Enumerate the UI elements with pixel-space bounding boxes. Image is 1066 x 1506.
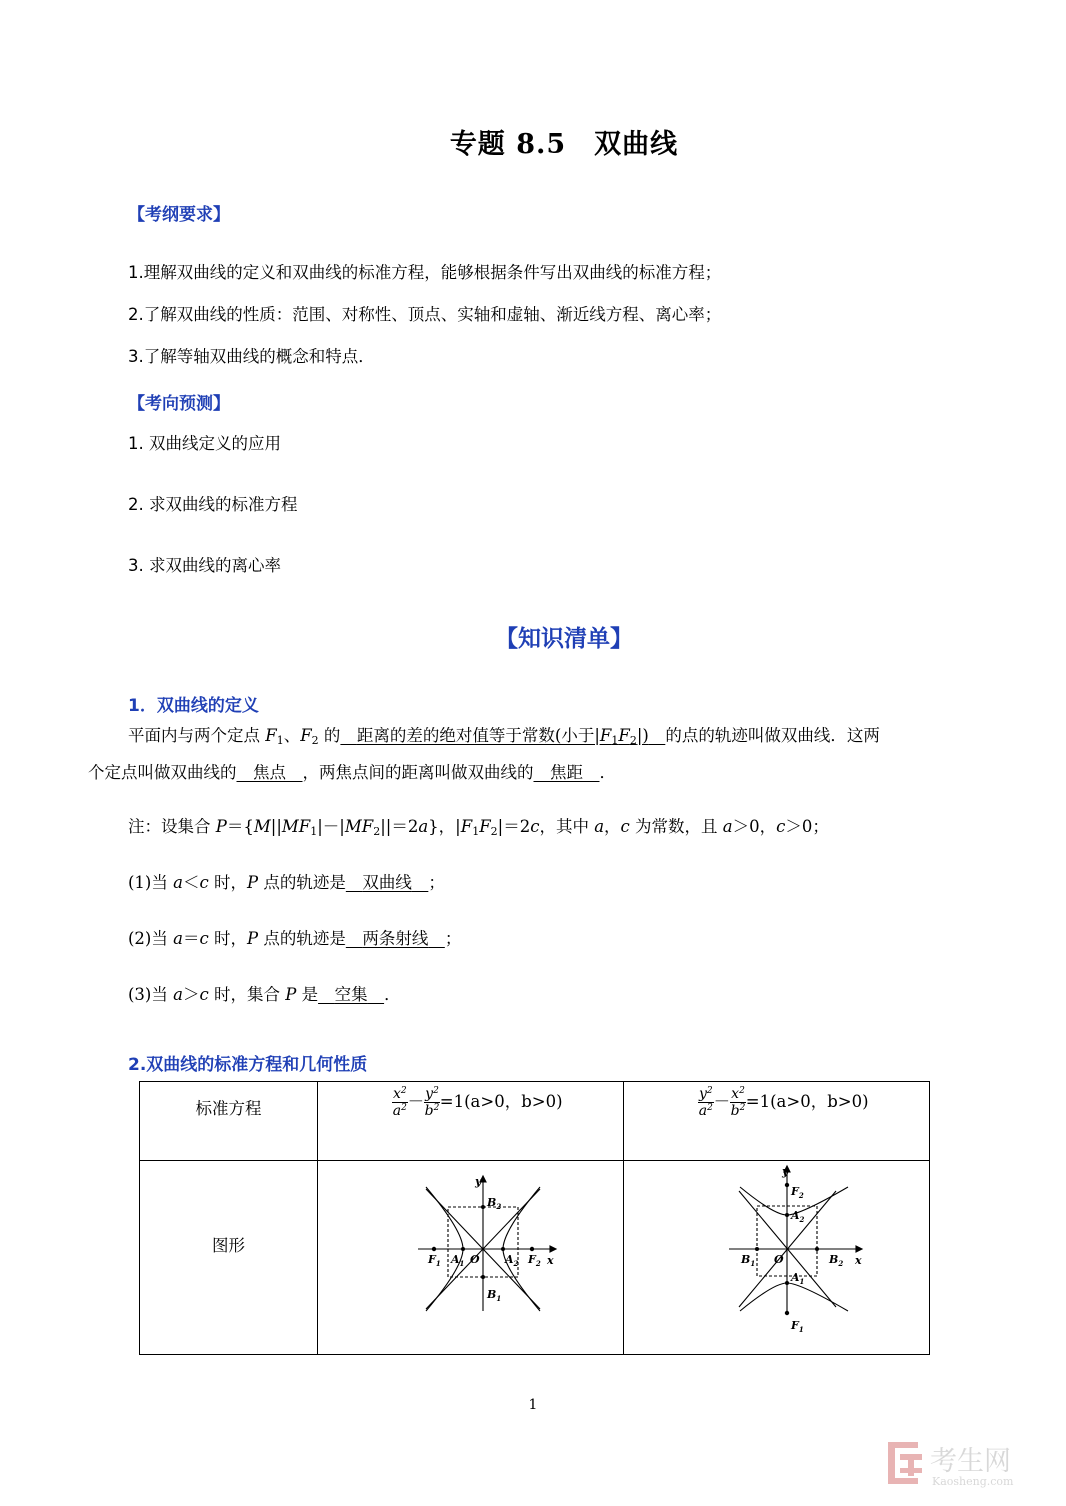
definition-line-1: 平面内与两个定点 $F_1$、$F_2$ 的 距离的差的绝对值等于常数(小于$|F_1F_2|$) 的点的轨迹叫做双曲线．这两	[128, 726, 880, 747]
forecast-item-2: 2. 求双曲线的标准方程	[128, 495, 298, 514]
section-knowledge: 【知识清单】	[495, 626, 633, 652]
svg-text:B1: $B_1$	[487, 1288, 502, 1303]
def-line1-post: 的点的轨迹叫做双曲线．这两	[665, 726, 880, 745]
svg-text:考生网: 考生网	[930, 1446, 1011, 1477]
svg-text:Kaosheng.com: Kaosheng.com	[932, 1475, 1014, 1488]
row-label-graph: 图形	[140, 1161, 318, 1355]
graph-horizontal-cell	[318, 1161, 624, 1355]
svg-text:B2: $B_2$	[487, 1196, 502, 1211]
svg-text:F1: $F_1$	[791, 1319, 804, 1334]
horizontal-hyperbola-figure	[318, 1161, 623, 1350]
case-3: (3)当 a＞c 时，集合 P 是 空集 ．	[128, 985, 401, 1004]
page-title: 专题 8.5 双曲线	[449, 129, 679, 160]
def-blank-1: 距离的差的绝对值等于常数(小于$|F_1F_2|$)	[356, 726, 649, 747]
note-line: 注：设集合 $P=\{M||MF_1|-|MF_2||=2a\}$，$|F_1F_2|=2c$，其中 a，c 为常数，且 a＞0，c＞0；	[128, 817, 829, 838]
section-forecast: 【考向预测】	[128, 394, 230, 414]
graph-vertical-cell	[624, 1161, 930, 1355]
svg-text:A2: $A_2$	[505, 1253, 519, 1268]
svg-text:y: y	[475, 1175, 482, 1188]
exam-item-1: 1.理解双曲线的定义和双曲线的标准方程，能够根据条件写出双曲线的标准方程；	[128, 263, 722, 282]
def-line1-mid: 的	[318, 726, 341, 745]
svg-text:F2: $F_2$	[528, 1253, 541, 1268]
row-label-equation: 标准方程	[140, 1082, 318, 1161]
svg-text:O: O	[470, 1253, 480, 1266]
blank-focal-distance: 焦距	[550, 763, 583, 782]
def-line1-pre: 平面内与两个定点	[128, 726, 266, 745]
svg-text:x: x	[547, 1254, 554, 1267]
forecast-item-3: 3. 求双曲线的离心率	[128, 556, 281, 575]
svg-text:A2: $A_2$	[791, 1209, 805, 1224]
case-1: (1)当 a＜c 时，P 点的轨迹是 双曲线 ；	[128, 873, 445, 892]
svg-text:B1: $B_1$	[741, 1253, 756, 1268]
forecast-item-1: 1. 双曲线定义的应用	[128, 434, 281, 453]
svg-text:y: y	[782, 1165, 789, 1178]
svg-text:O: O	[774, 1253, 784, 1266]
equation-vertical: $\frac{y^2}{a^2}$ － $\frac{x^2}{b^2}$ =1(a>0，b>0)	[624, 1082, 930, 1161]
exam-item-3: 3.了解等轴双曲线的概念和特点．	[128, 347, 375, 366]
definition-line-2: 个定点叫做双曲线的 焦点 ，两焦点间的距离叫做双曲线的 焦距 ．	[88, 763, 616, 782]
equation-horizontal: $\frac{x^2}{a^2}$ － $\frac{y^2}{b^2}$ =1(a>0，b>0)	[318, 1082, 624, 1161]
definition-heading: 1．双曲线的定义	[128, 696, 259, 716]
kaosheng-logo-icon	[888, 1438, 1048, 1490]
watermark-logo	[888, 1438, 1048, 1494]
svg-text:F1: $F_1$	[428, 1253, 441, 1268]
svg-text:x: x	[855, 1254, 862, 1267]
svg-text:F2: $F_2$	[791, 1185, 804, 1200]
table-heading: 2.双曲线的标准方程和几何性质	[128, 1055, 368, 1075]
page-number: 1	[528, 1397, 538, 1413]
hyperbola-table	[139, 1081, 930, 1355]
section-exam-requirements: 【考纲要求】	[128, 205, 230, 225]
svg-text:B2: $B_2$	[829, 1253, 844, 1268]
svg-text:A1: $A_1$	[791, 1271, 805, 1286]
exam-item-2: 2.了解双曲线的性质：范围、对称性、顶点、实轴和虚轴、渐近线方程、离心率；	[128, 305, 722, 324]
blank-focus: 焦点	[253, 763, 286, 782]
vertical-hyperbola-figure	[624, 1161, 929, 1350]
svg-text:A1: $A_1$	[451, 1253, 465, 1268]
case-2: (2)当 a＝c 时，P 点的轨迹是 两条射线 ；	[128, 929, 462, 948]
